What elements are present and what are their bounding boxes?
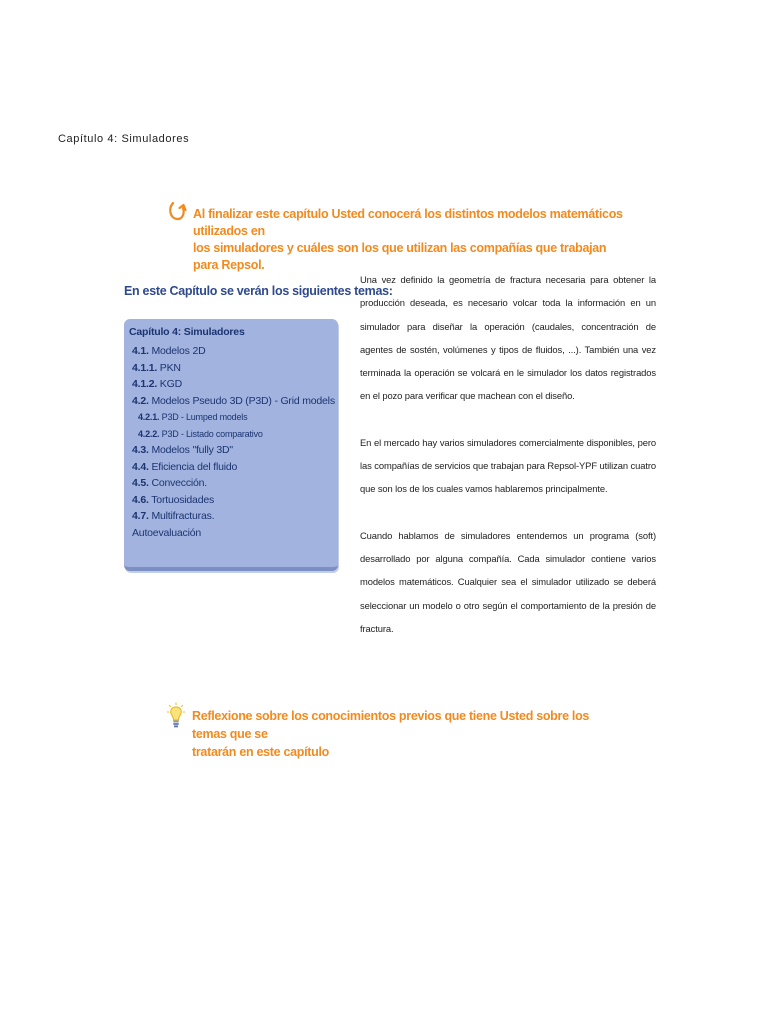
paragraph: Una vez definido la geometría de fractura necesaria para obtener la producción deseada, es necesario volcar toda la información en un simulador para diseñar la operación (caudales, concentración de agentes de sostén, volúmenes y tipos de fluidos, ...). También una vez terminada la operación se volcará en le simulador los datos registrados en el pozo para verificar que machean con el diseño.	[360, 274, 656, 402]
toc-item-number: 4.1.2.	[132, 378, 158, 390]
toc-item-label: Convección.	[151, 477, 208, 489]
toc-item[interactable]	[138, 429, 263, 439]
toc-item[interactable]	[138, 412, 247, 422]
toc-item-label: KGD	[159, 378, 182, 390]
toc-item-label: P3D - Listado comparativo	[161, 428, 263, 439]
toc-item[interactable]	[132, 345, 205, 357]
table-of-contents-box	[124, 319, 338, 571]
toc-item-number: 4.1.1.	[132, 361, 158, 374]
chapter-header: Capítulo 4: Simuladores	[58, 133, 190, 145]
toc-item-label: Modelos Pseudo 3D (P3D) - Grid models	[151, 394, 335, 407]
toc-item-number: 4.4.	[132, 460, 149, 473]
toc-item-number: 4.6.	[132, 493, 149, 506]
lightbulb-icon	[167, 702, 185, 730]
curved-arrow-icon	[167, 200, 187, 222]
toc-item[interactable]	[132, 362, 181, 374]
toc-item-label: Multifracturas.	[151, 510, 215, 522]
toc-item[interactable]	[132, 527, 201, 539]
toc-item-number: 4.2.	[132, 394, 149, 407]
toc-item-label: Eficiencia del fluido	[151, 460, 238, 473]
reflection-line-1: Reflexione sobre los conocimientos previos que tiene Usted sobre los temas que se	[192, 709, 590, 741]
toc-item-number: 4.7.	[132, 510, 149, 522]
toc-item[interactable]	[132, 510, 214, 522]
toc-item[interactable]	[132, 494, 214, 506]
toc-item-label: Autoevaluación	[132, 526, 202, 539]
toc-item-number: 4.2.1.	[138, 412, 160, 422]
objective-line-2: los simuladores y cuáles son los que utilizan las compañías que trabajan para Repsol.	[193, 241, 607, 272]
toc-item-number: 4.3.	[132, 444, 149, 456]
toc-item-label: Modelos "fully 3D"	[151, 444, 233, 456]
toc-item[interactable]	[132, 378, 182, 390]
toc-item-number: 4.5.	[132, 477, 149, 489]
toc-title: Capítulo 4: Simuladores	[129, 326, 245, 338]
toc-item-label: PKN	[159, 361, 181, 374]
toc-item-number: 4.1.	[132, 345, 149, 357]
toc-item-label: Modelos 2D	[151, 345, 206, 357]
paragraph: Cuando hablamos de simuladores entendemos un programa (soft) desarrollado por alguna compañía. Cada simulador contiene varios modelos matemáticos. Cualquier sea el simulador utilizado se deberá seleccionar un modelo o otro según el comportamiento de la presión de fractura.	[360, 529, 656, 634]
topics-heading: En este Capítulo se verán los siguientes temas:	[124, 284, 393, 298]
objective-line-1: Al finalizar este capítulo Usted conocerá los distintos modelos matemáticos utilizados en	[193, 207, 623, 238]
paragraph: En el mercado hay varios simuladores comercialmente disponibles, pero las compañías de servicios que trabajan para Repsol-YPF utilizan cuatro que son los de los cuales vamos hablaremos principalmente.	[360, 436, 656, 495]
toc-item[interactable]	[132, 461, 237, 473]
reflection-line-2: tratarán en este capítulo	[192, 745, 329, 759]
toc-item[interactable]	[132, 395, 335, 407]
body-text	[360, 268, 656, 663]
toc-item[interactable]	[132, 477, 207, 489]
toc-item-number: 4.2.2.	[138, 428, 160, 439]
toc-item-label: Tortuosidades	[151, 493, 215, 506]
toc-item-label: P3D - Lumped models	[161, 412, 248, 422]
toc-item[interactable]	[132, 444, 233, 456]
